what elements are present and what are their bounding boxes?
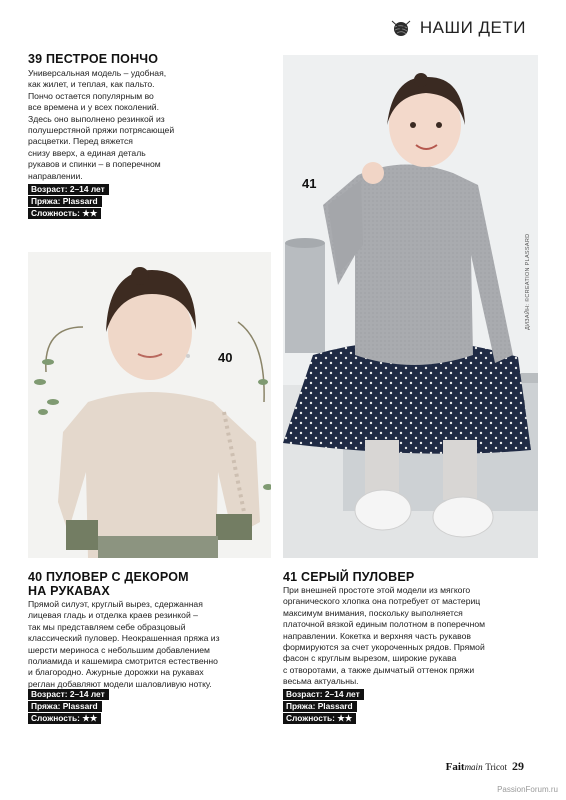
yarn-ball-icon	[390, 19, 412, 37]
photo-item41	[283, 55, 538, 558]
photo-item40-illustration	[28, 252, 271, 558]
text-line: Универсальная модель – удобная,	[28, 68, 167, 78]
section-title: НАШИ ДЕТИ	[419, 18, 526, 37]
text-line: и благородно. Ажурные дорожки на рукавах	[28, 667, 204, 678]
text-line: Здесь оно выполнено резинкой из	[28, 113, 165, 124]
watermark: PassionForum.ru	[497, 785, 558, 794]
text-line: платочной вязкой единым полотном в поперечном	[283, 619, 486, 630]
spec-yarn: Пряжа: Plassard	[28, 196, 102, 207]
item40-description	[28, 599, 278, 690]
text-line: рукавов и спинки – в поперечном	[28, 159, 161, 170]
spec-difficulty: Сложность: ★★	[28, 713, 101, 724]
section-header	[390, 18, 526, 38]
text-line: классический пуловер. Неокрашенная пряжа из	[28, 633, 220, 644]
spec-difficulty: Сложность: ★★	[28, 208, 101, 219]
brand-script: main	[464, 762, 483, 772]
item40-number: 40	[218, 350, 233, 365]
text-line: максимум внимания, поскольку выполняется	[283, 607, 463, 618]
text-line: полиамида и кашемира смотрится естественно	[28, 656, 218, 667]
text-line: как жилет, и теплая, как пальто.	[28, 79, 155, 90]
text-line: При внешней простоте этой модели из мягкого	[283, 585, 471, 595]
text-line: фасон с круглым вырезом, широкие рукава	[283, 653, 457, 664]
item41-title: 41 СЕРЫЙ ПУЛОВЕР	[283, 570, 415, 584]
page-footer	[446, 759, 524, 774]
item39-description	[28, 68, 218, 182]
spec-yarn: Пряжа: Plassard	[283, 701, 357, 712]
item41-specs	[283, 689, 364, 724]
spec-age: Возраст: 2–14 лет	[28, 689, 109, 700]
text-line: направлении.	[28, 170, 83, 181]
page-number: 29	[512, 759, 524, 773]
photo-item40	[28, 252, 271, 558]
item40-title	[28, 570, 189, 598]
text-line: все времена и у всех поколений.	[28, 102, 159, 113]
spec-yarn: Пряжа: Plassard	[28, 701, 102, 712]
text-line: расцветки. Перед вяжется	[28, 136, 133, 147]
text-line: полушерстяной пряжи потрясающей	[28, 125, 175, 136]
text-line: так мы представляем себе образцовый	[28, 621, 186, 632]
text-line: направлении. Кокетка и верхняя часть рукавов	[283, 630, 471, 641]
text-line: весьма актуальны.	[283, 676, 359, 687]
item40-specs	[28, 689, 109, 724]
brand-suffix: Tricot	[485, 762, 507, 772]
text-line: снизу вверх, а единая деталь	[28, 147, 146, 158]
item40-title-line: 40 ПУЛОВЕР С ДЕКОРОМ	[28, 570, 189, 584]
brand-name: Fait	[445, 761, 465, 773]
text-line: лицевая гладь и отделка краев резинкой –	[28, 610, 198, 621]
magazine-brand	[446, 761, 507, 773]
text-line: Прямой силуэт, круглый вырез, сдержанная	[28, 599, 203, 609]
item39-title: 39 ПЕСТРОЕ ПОНЧО	[28, 52, 159, 66]
item39-specs	[28, 184, 109, 219]
spec-age: Возраст: 2–14 лет	[28, 184, 109, 195]
text-line: формируются за счет укороченных рядов. Прямой	[283, 642, 485, 653]
text-line: шерсти мериноса с небольшим добавлением	[28, 644, 210, 655]
photo-item41-illustration	[283, 55, 538, 558]
spec-difficulty: Сложность: ★★	[283, 713, 356, 724]
item41-description	[283, 585, 543, 688]
text-line: с отворотами, а также дымчатый оттенок пряжи	[283, 664, 475, 675]
spec-age: Возраст: 2–14 лет	[283, 689, 364, 700]
item40-title-line: НА РУКАВАХ	[28, 584, 110, 598]
item41-number: 41	[302, 176, 317, 191]
text-line: реглан добавляют модели шаловливую нотку.	[28, 678, 212, 689]
photo-credit: ДИЗАЙН: ©CREATION PLASSARD	[525, 233, 531, 330]
text-line: Пончо остается популярным во	[28, 90, 154, 101]
text-line: органического хлопка она потребует от мастериц	[283, 596, 481, 607]
